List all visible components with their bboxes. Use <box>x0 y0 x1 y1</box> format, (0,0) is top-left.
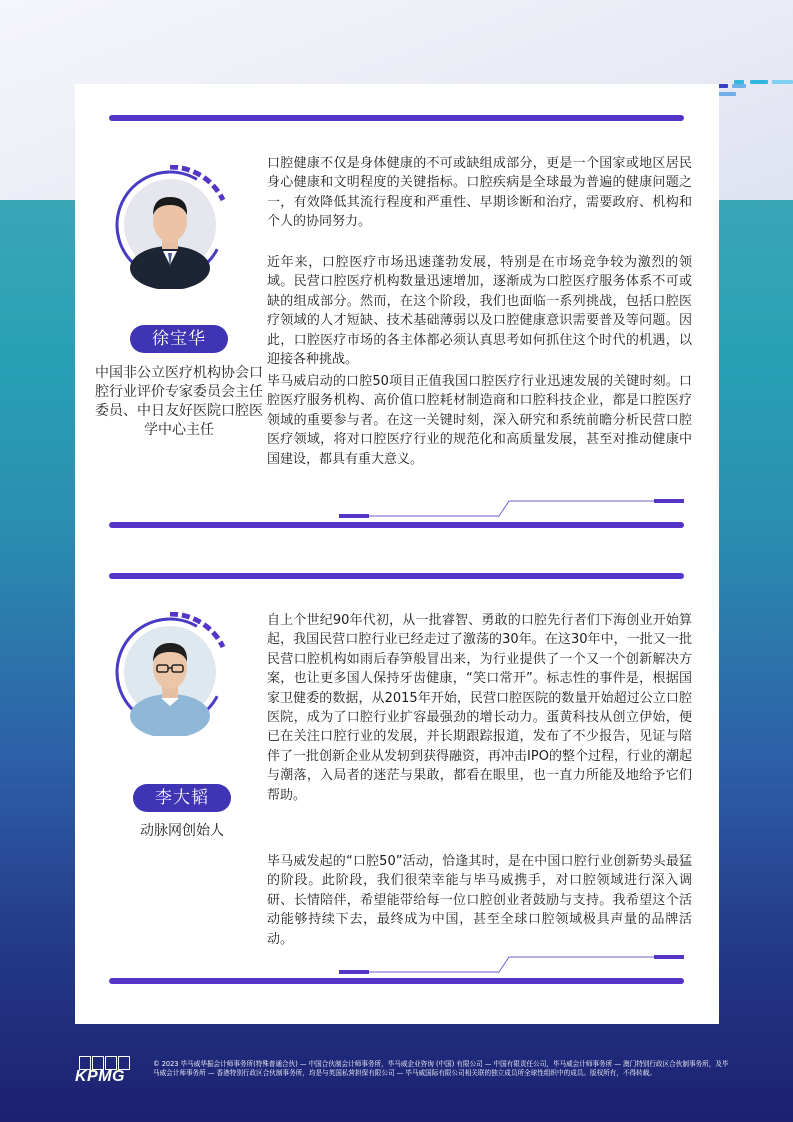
section-divider-bottom <box>109 952 689 986</box>
speaker-name: 李大韬 <box>133 784 231 812</box>
paragraph: 自上个世纪90年代初，从一批睿智、勇敢的口腔先行者们下海创业开始算起，我国民营口腔行业已经走过了激荡的30年。在这30年中，一批又一批民营口腔机构如雨后春笋般冒出来，为行业提供了一个又一个创新解决方案，也让更多国人保持牙齿健康，“笑口常开”。标志性的事件是，根据国家卫健委的数据，从2015年开始，民营口腔医院的数量开始超过公立口腔医院，成为了口腔行业扩容最强劲的增长动力。蛋黄科技从创立伊始，便已在关注口腔行业的发展，并长期跟踪报道，发布了不少报告，见证与陪伴了一批创新企业从发轫到获得融资，再冲击IPO的整个过程，行业的潮起与潮落，入局者的迷茫与果敢，都看在眼里，也一直力所能及地给予它们帮助。 <box>267 613 692 803</box>
kpmg-logo-icon <box>75 1056 135 1086</box>
paragraph: 近年来，口腔医疗市场迅速蓬勃发展，特别是在市场竞争较为激烈的领域。民营口腔医疗机构数量迅速增加，逐渐成为口腔医疗服务体系不可或缺的组成部分。然而，在这个阶段，我们也面临一系列挑战，包括口腔医疗领域的人才短缺、技术基础薄弱以及口腔健康意识需要普及等问题。因此，口腔医疗市场的各主体都必须认真思考如何抓住这个时代的机遇，以迎接各种挑战。 <box>267 255 692 368</box>
paragraph: 毕马威发起的“口腔50”活动，恰逢其时，是在中国口腔行业创新势头最猛的阶段。此阶段，我们很荣幸能与毕马威携手，对口腔领域进行深入调研、长情陪伴，希望能带给每一位口腔创业者鼓励与支持。我希望这个活动能够持续下去，最终成为中国，甚至全球口腔领域极具声量的品牌活动。 <box>267 854 692 947</box>
speaker-title: 动脉网创始人 <box>140 823 224 839</box>
speaker-name: 徐宝华 <box>130 325 228 353</box>
section-divider-top <box>109 115 684 121</box>
avatar <box>113 612 237 736</box>
avatar <box>113 165 237 289</box>
speaker-title: 中国非公立医疗机构协会口腔行业评价专家委员会主任委员、中日友好医院口腔医学中心主任 <box>95 365 263 438</box>
paragraph: 口腔健康不仅是身体健康的不可或缺组成部分，更是一个国家或地区居民身心健康和文明程度的关键指标。口腔疾病是全球最为普遍的健康问题之一，有效降低其流行程度和严重性、早期诊断和治疗，需要政府、机构和个人的协同努力。 <box>267 156 692 230</box>
kpmg-logo-text: KPMG <box>75 1068 125 1085</box>
footer <box>75 1056 735 1096</box>
section-divider-top <box>109 573 684 579</box>
section-divider-bottom <box>109 496 689 530</box>
paragraph: 毕马威启动的口腔50项目正值我国口腔医疗行业迅速发展的关键时刻。口腔医疗服务机构、高价值口腔耗材制造商和口腔科技企业，都是口腔医疗领域的重要参与者。在这一关键时刻，深入研究和系统前瞻分析民营口腔医疗领域，将对口腔医疗行业的规范化和高质量发展，甚至对推动健康中国建设，都具有重大意义。 <box>267 374 692 467</box>
copyright-text: © 2023 毕马威华振会计师事务所(特殊普通合伙) — 中国合伙制会计师事务所，毕马威企业咨询 (中国) 有限公司 — 中国有限责任公司，毕马威会计师事务所 — 澳门特别行政区合伙制事务所，及毕马威会计师事务所 — 香港特别行政区合伙制事务所，均是与英国私营担保有限公司 — 毕马威国际有限公司相关联的独立成员所全球性组织中的成员。版权所有，不得转载。 <box>153 1060 729 1077</box>
